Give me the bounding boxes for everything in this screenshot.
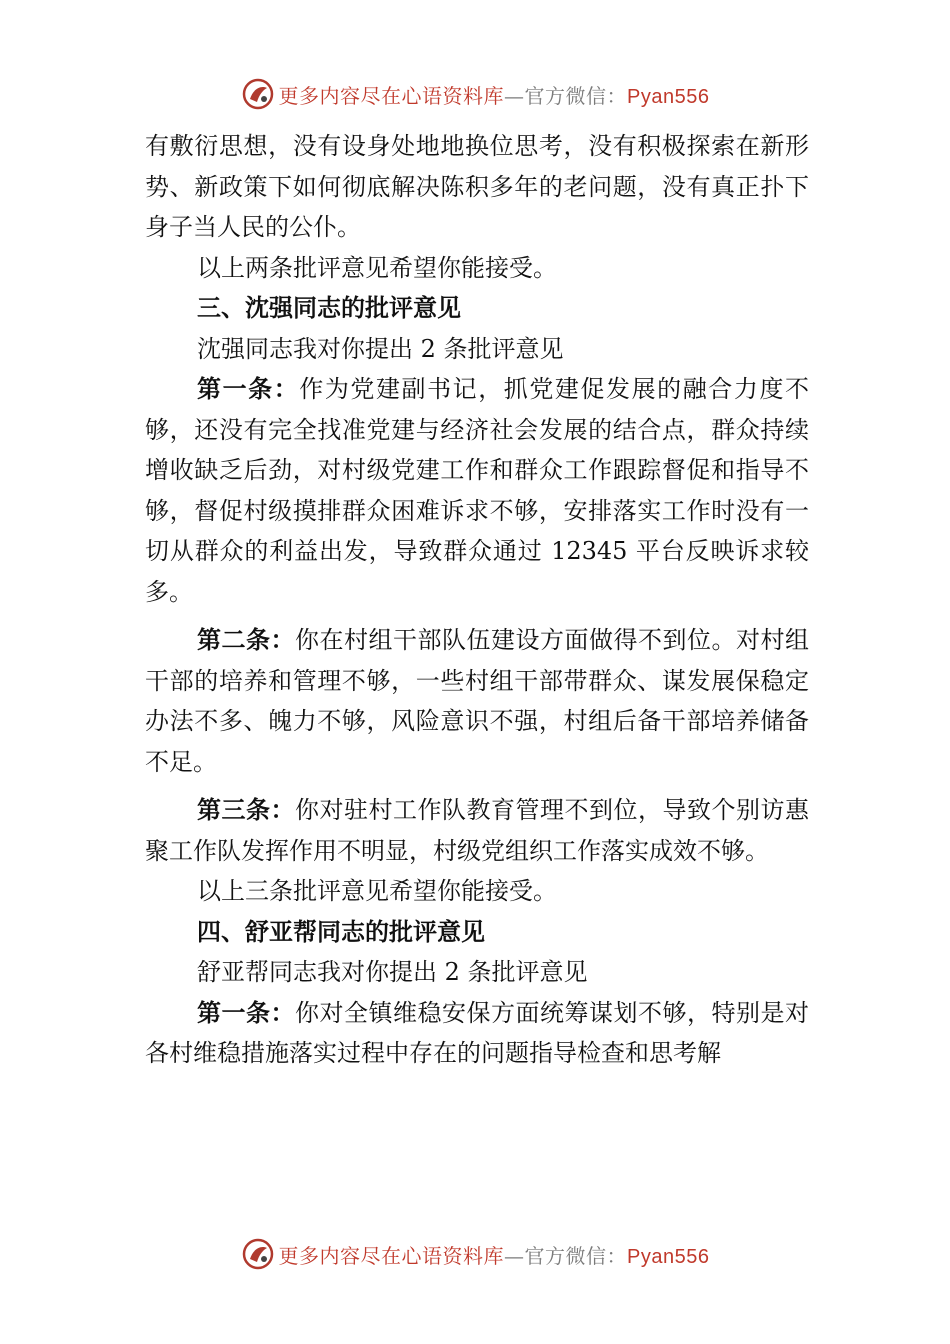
paragraph-continued: 有敷衍思想，没有设身处地地换位思考，没有积极探索在新形势、新政策下如何彻底解决陈积多年的老问题，没有真正扑下身子当人民的公仆。 [145,132,809,241]
brand-logo-icon [241,77,275,111]
criticism-item-2 [145,620,809,782]
criticism-item-4 [145,993,809,1074]
paragraph-intro-shenqiang: 沈强同志我对你提出 2 条批评意见 [197,334,564,363]
footer-wechat-label: 官方微信： [524,1243,628,1268]
criticism-item-3 [145,790,809,871]
item-lead-1: 第一条： [197,375,300,403]
footer-wechat-id: Pyan556 [627,1245,710,1268]
paragraph-closing-three: 以上三条批评意见希望你能接受。 [197,877,557,905]
paragraph-intro-shuyabang: 舒亚帮同志我对你提出 2 条批评意见 [197,958,588,986]
section-heading-3: 三、沈强同志的批评意见 [197,294,461,322]
header-wechat-label: 官方微信： [524,83,628,108]
section-heading-4: 四、舒亚帮同志的批评意见 [197,917,485,946]
footer-text [279,1240,710,1269]
item-text-3: 你对驻村工作队教育管理不到位，导致个别访惠聚工作队发挥作用不明显，村级党组织工作落实成效不够。 [145,796,809,865]
item-text-4: 你对全镇维稳安保方面统筹谋划不够，特别是对各村维稳措施落实过程中存在的问题指导检查和思考解 [145,998,809,1067]
footer-brand: 更多内容尽在心语资料库 [278,1243,505,1268]
item-lead-3: 第三条： [197,796,295,824]
item-text-2: 你在村组干部队伍建设方面做得不到位。对村组干部的培养和管理不够，一些村组干部带群众、谋发展保稳定办法不多、魄力不够，风险意识不强，村组后备干部培养储备不足。 [145,626,809,776]
footer-separator: — [504,1243,525,1268]
header-separator: — [504,83,525,108]
header-brand: 更多内容尽在心语资料库 [278,83,505,108]
item-text-1: 作为党建副书记，抓党建促发展的融合力度不够，还没有完全找准党建与经济社会发展的结合点，群众持续增收缺乏后劲，对村级党建工作和群众工作跟踪督促和指导不够，督促村级摸排群众困难诉求不够，安排落实工作时没有一切从群众的利益出发，导致群众通过 12345 平台反映诉求较多。 [145,375,810,606]
footer-banner [0,1234,950,1274]
paragraph-closing-two: 以上两条批评意见希望你能接受。 [197,253,557,282]
item-lead-4: 第一条： [197,998,295,1027]
brand-logo-icon [241,1237,275,1271]
criticism-item-1 [145,369,809,612]
header-banner [0,74,950,114]
item-lead-2: 第二条： [197,626,295,654]
document-body [145,126,809,1074]
header-wechat-id: Pyan556 [627,85,710,108]
header-text [279,80,710,109]
